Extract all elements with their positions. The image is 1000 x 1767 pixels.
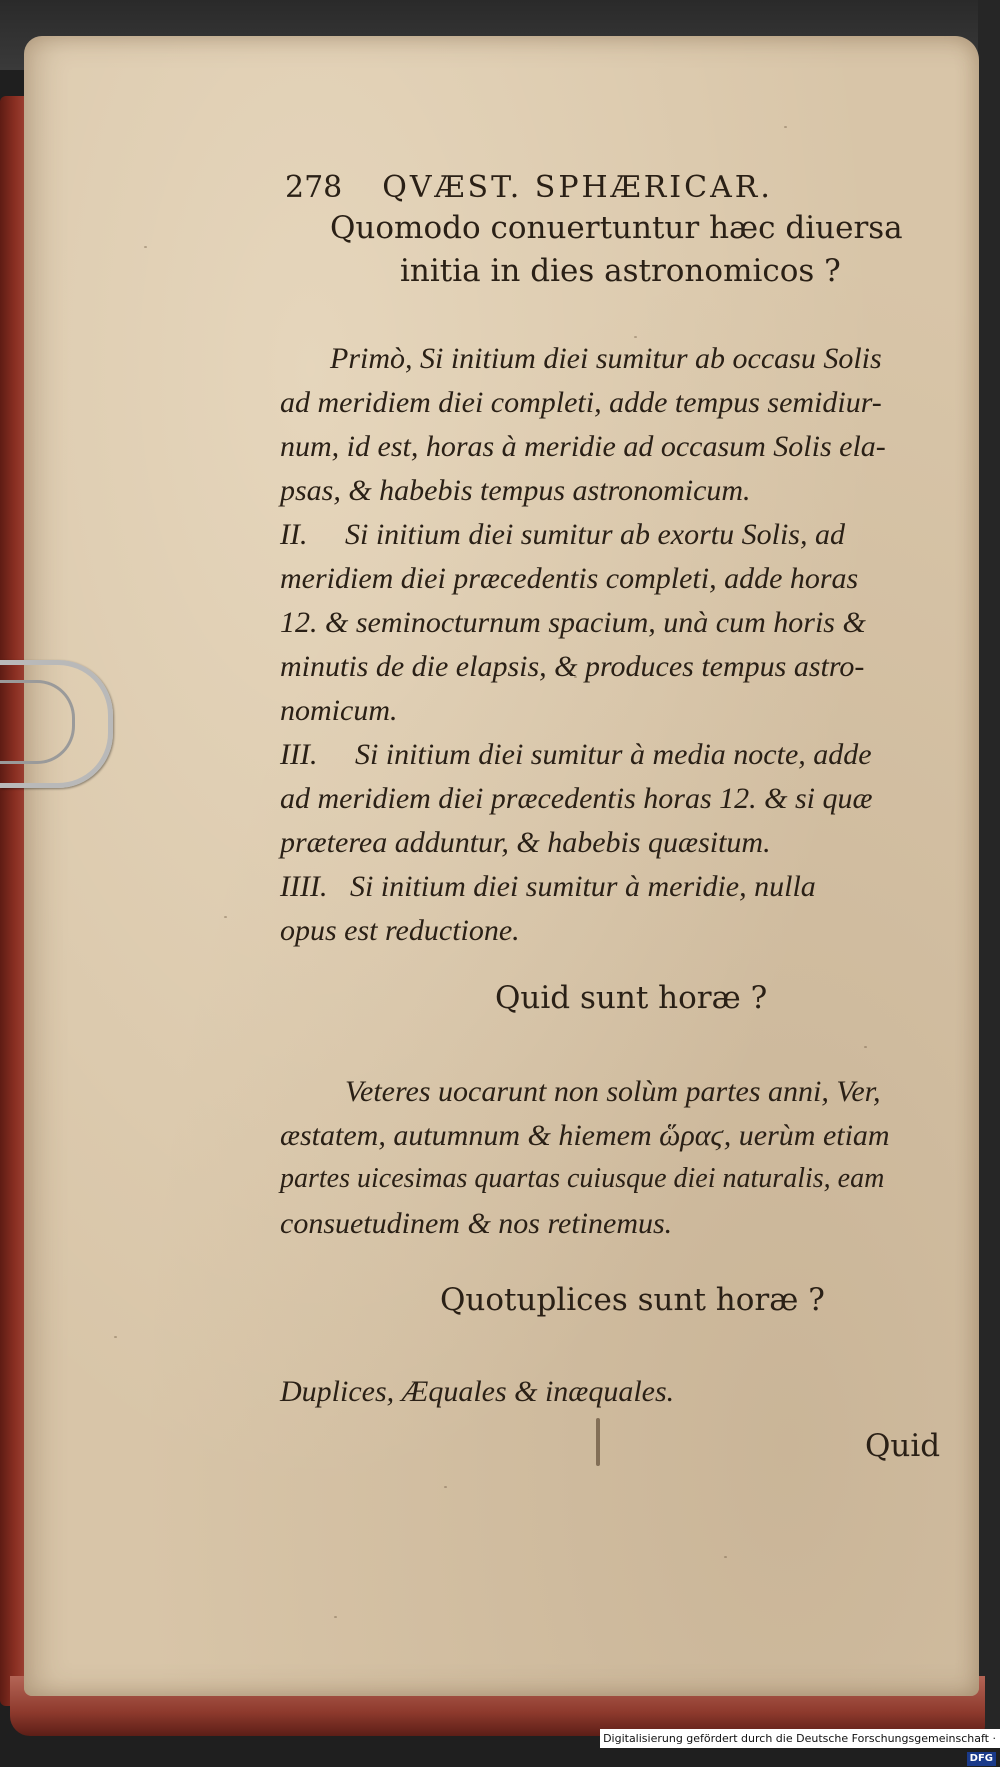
answer-line: præterea adduntur, & habebis quæsitum. bbox=[280, 826, 771, 859]
credit-text: Digitalisierung gefördert durch die Deutsche Forschungsgemeinschaft bbox=[603, 1732, 989, 1745]
running-head bbox=[285, 170, 773, 205]
answer-line: partes uicesimas quartas cuiusque diei naturalis, eam bbox=[280, 1163, 885, 1194]
answer-line: III. Si initium diei sumitur à media nocte, adde bbox=[280, 738, 872, 771]
page-number: 278 bbox=[285, 170, 343, 205]
ink-mark bbox=[596, 1418, 600, 1466]
question-line: initia in dies astronomicos ? bbox=[400, 253, 841, 289]
answer-line: num, id est, horas à meridie ad occasum Solis ela- bbox=[280, 430, 886, 463]
dfg-logo: DFG bbox=[967, 1752, 996, 1766]
answer-line: Duplices, Æquales & inæquales. bbox=[280, 1375, 675, 1408]
answer-line: æstatem, autumnum & hiemem ὥραϛ, uerùm etiam bbox=[280, 1119, 890, 1152]
answer-line: ad meridiem diei præcedentis horas 12. & si quæ bbox=[280, 782, 873, 815]
answer-line: consuetudinem & nos retinemus. bbox=[280, 1207, 673, 1240]
answer-line: Primò, Si initium diei sumitur ab occasu Solis bbox=[330, 342, 882, 375]
question-line: Quomodo conuertuntur hæc diuersa bbox=[330, 210, 903, 246]
answer-line: IIII. Si initium diei sumitur à meridie, nulla bbox=[280, 870, 816, 903]
answer-line: opus est reductione. bbox=[280, 914, 520, 947]
catchword: Quid bbox=[865, 1428, 941, 1464]
answer-line: Veteres uocarunt non solùm partes anni, Ver, bbox=[345, 1075, 881, 1108]
answer-line: meridiem diei præcedentis completi, adde horas bbox=[280, 562, 859, 595]
answer-line: nomicum. bbox=[280, 694, 398, 727]
digitization-credit: Digitalisierung gefördert durch die Deutsche Forschungsgemeinschaft ·DFG bbox=[600, 1729, 1000, 1748]
answer-line: minutis de die elapsis, & produces tempus astro- bbox=[280, 650, 865, 683]
question-line: Quotuplices sunt horæ ? bbox=[440, 1282, 825, 1318]
question-line: Quid sunt horæ ? bbox=[495, 980, 768, 1016]
answer-line: II. Si initium diei sumitur ab exortu Solis, ad bbox=[280, 518, 845, 551]
answer-line: ad meridiem diei completi, adde tempus semidiur- bbox=[280, 386, 882, 419]
answer-line: psas, & habebis tempus astronomicum. bbox=[280, 474, 751, 507]
running-head-title: QVÆST. SPHÆRICAR. bbox=[382, 170, 773, 205]
page-clip-inner bbox=[0, 680, 75, 764]
answer-line: 12. & seminocturnum spacium, unà cum horis & bbox=[280, 606, 866, 639]
